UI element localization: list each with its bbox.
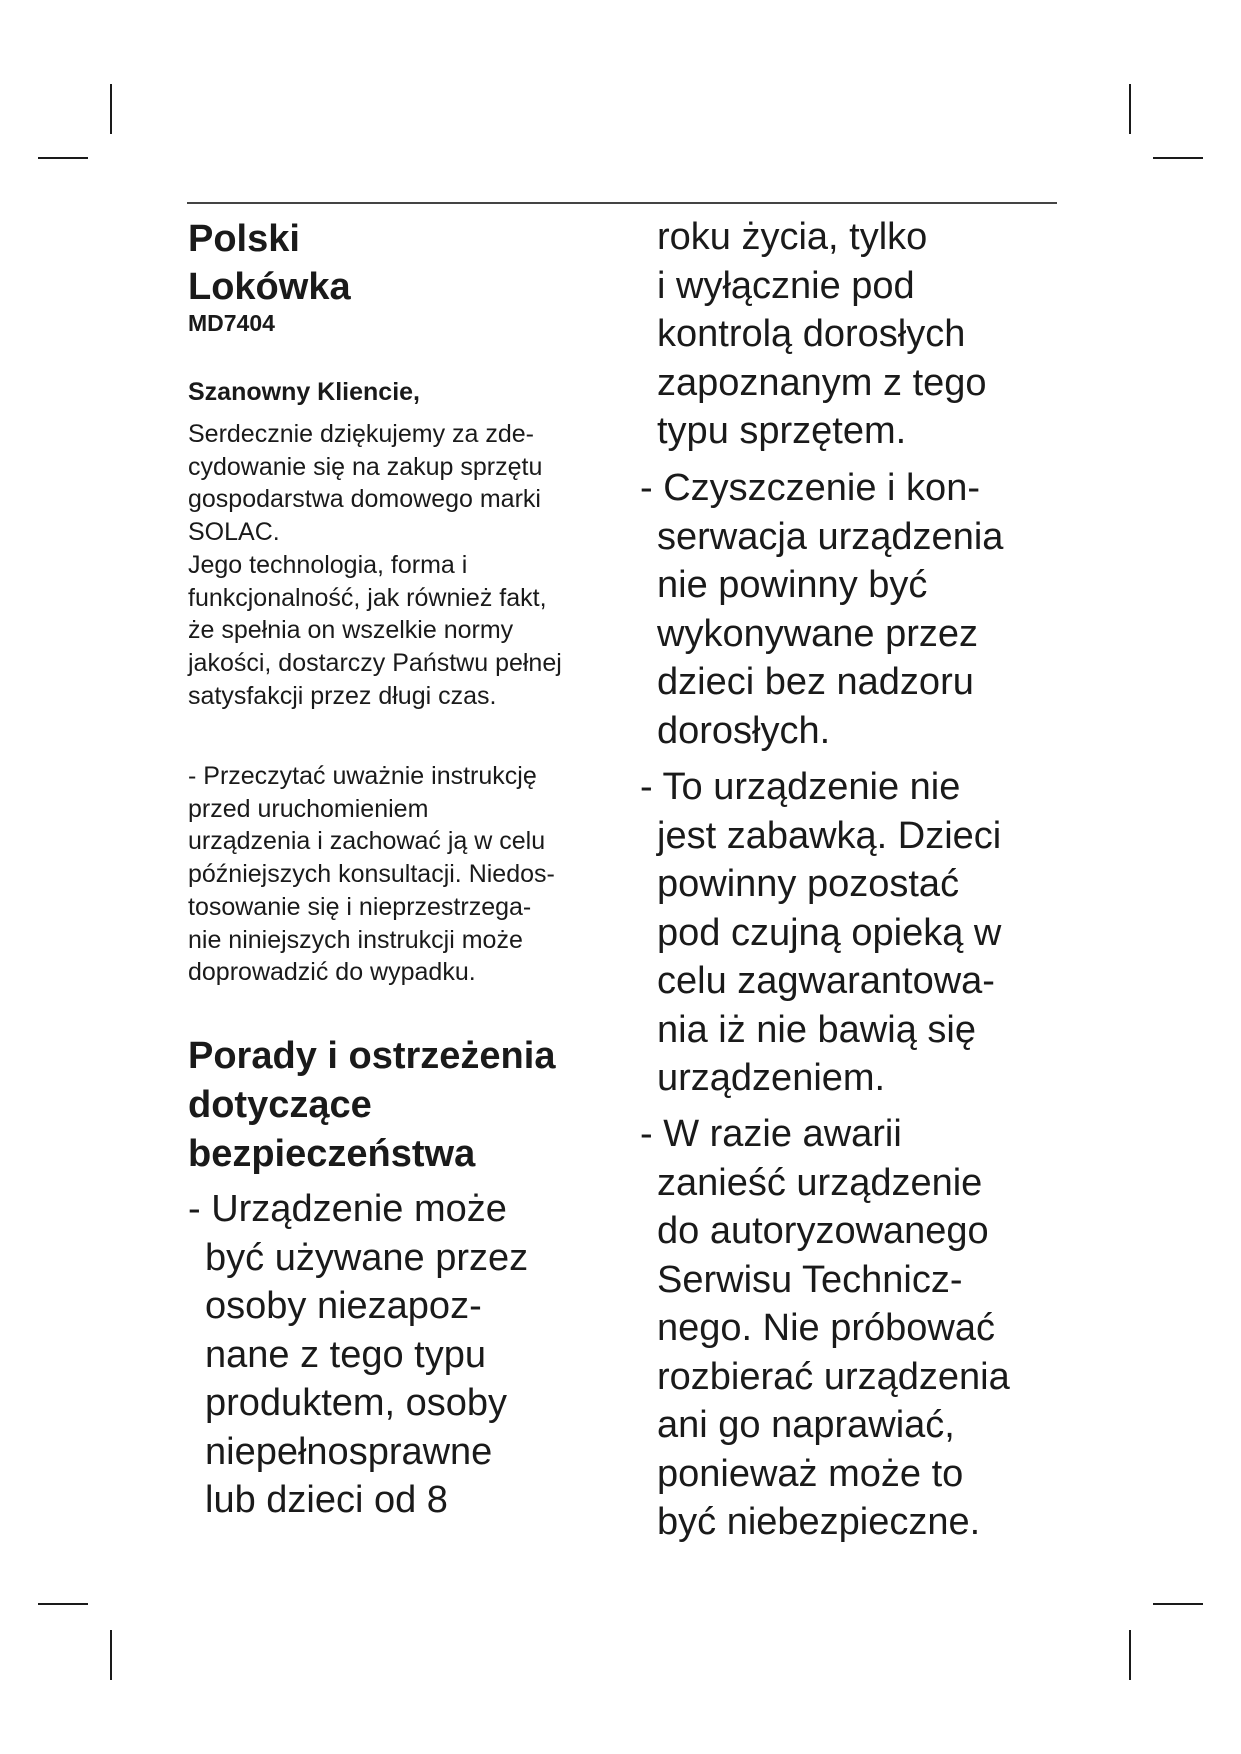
intro-line: SOLAC. <box>188 518 280 547</box>
warning-line: zapoznanym z tego <box>657 361 987 404</box>
product-title: Lokówka <box>188 266 351 308</box>
notice-paragraph <box>188 760 608 989</box>
greeting: Szanowny Kliencie, <box>188 378 421 406</box>
warning-line: ponieważ może to <box>657 1452 964 1495</box>
crop-mark-top-right-horizontal <box>1153 157 1203 159</box>
warning-line: kontrolą dorosłych <box>657 313 966 355</box>
notice-line: - Przeczytać uważnie instrukcję <box>188 762 537 790</box>
crop-mark-bottom-right-vertical <box>1129 1630 1131 1680</box>
crop-mark-top-left-horizontal <box>38 157 88 159</box>
notice-line: doprowadzić do wypadku. <box>188 958 476 987</box>
crop-mark-bottom-left-horizontal <box>38 1603 88 1605</box>
section-title-line: bezpieczeństwa <box>188 1133 476 1175</box>
warning-line: produktem, osoby <box>205 1382 508 1424</box>
warning-line: wykonywane przez <box>657 612 979 655</box>
intro-line: satysfakcji przez długi czas. <box>188 681 497 710</box>
crop-mark-bottom-left-vertical <box>110 1630 112 1680</box>
language-title: Polski <box>188 218 300 260</box>
warning-line: urządzeniem. <box>657 1057 886 1099</box>
intro-paragraph <box>188 418 608 712</box>
intro-line: jakości, dostarczy Państwu pełnej <box>188 648 562 677</box>
notice-line: tosowanie się i nieprzestrzega- <box>188 892 532 921</box>
warning-line: Serwisu Technicz- <box>657 1258 963 1301</box>
intro-line: cydowanie się na zakup sprzętu <box>188 452 543 481</box>
warning-line: do autoryzowanego <box>657 1210 989 1252</box>
intro-line: że spełnia on wszelkie normy <box>188 616 514 645</box>
warning-line: dzieci bez nadzoru <box>657 661 974 703</box>
warning-line: - To urządzenie nie <box>640 766 961 808</box>
warning-line: rozbierać urządzenia <box>657 1355 1010 1398</box>
section-title-line: Porady i ostrzeżenia <box>188 1035 556 1077</box>
notice-line: późniejszych konsultacji. Niedos- <box>188 860 555 889</box>
warning-usage <box>188 1185 528 1525</box>
header-rule <box>187 202 1057 204</box>
warning-line: pod czujną opieką w <box>657 911 1002 954</box>
warning-line: zanieść urządzenie <box>657 1161 983 1204</box>
warning-line: nego. Nie próbować <box>657 1307 995 1349</box>
notice-line: przed uruchomieniem <box>188 794 429 823</box>
warning-line: - Czyszczenie i kon- <box>640 467 980 509</box>
warning-line: lub dzieci od 8 <box>205 1479 448 1521</box>
warning-line: celu zagwarantowa- <box>657 960 995 1002</box>
crop-mark-top-left-vertical <box>110 84 112 134</box>
warning-line: osoby niezapoz- <box>205 1285 482 1327</box>
warning-line: powinny pozostać <box>657 863 960 905</box>
notice-line: urządzenia i zachować ją w celu <box>188 827 546 856</box>
intro-line: Serdecznie dziękujemy za zde- <box>188 420 534 448</box>
warning-line: serwacja urządzenia <box>657 515 1004 558</box>
section-title <box>188 1032 555 1179</box>
warning-line: nia iż nie bawią się <box>657 1008 976 1051</box>
intro-line: gospodarstwa domowego marki <box>188 485 541 514</box>
warning-line: jest zabawką. Dzieci <box>657 814 1002 857</box>
warning-line: ani go naprawiać, <box>657 1404 955 1446</box>
warning-line: - W razie awarii <box>640 1113 902 1155</box>
warning-not-a-toy <box>640 763 1001 1103</box>
notice-line: nie niniejszych instrukcji może <box>188 925 523 954</box>
warning-line: niepełnosprawne <box>205 1430 493 1473</box>
warning-line: dorosłych. <box>657 709 831 752</box>
warning-usage-continued <box>657 213 987 456</box>
crop-mark-bottom-right-horizontal <box>1153 1603 1203 1605</box>
model-number: MD7404 <box>188 310 275 336</box>
warning-line: nane z tego typu <box>205 1333 486 1376</box>
crop-mark-top-right-vertical <box>1129 84 1131 134</box>
warning-line: typu sprzętem. <box>657 410 907 452</box>
warning-line: być niebezpieczne. <box>657 1501 981 1543</box>
warning-line: - Urządzenie może <box>188 1188 507 1230</box>
intro-line: funkcjonalność, jak również fakt, <box>188 583 547 612</box>
intro-line: Jego technologia, forma i <box>188 550 468 579</box>
section-title-line: dotyczące <box>188 1084 372 1126</box>
warning-line: i wyłącznie pod <box>657 264 915 307</box>
warning-line: nie powinny być <box>657 564 928 606</box>
warning-cleaning <box>640 464 1003 755</box>
warning-line: być używane przez <box>205 1236 529 1279</box>
warning-line: roku życia, tylko <box>657 216 928 258</box>
warning-repair <box>640 1110 1010 1547</box>
